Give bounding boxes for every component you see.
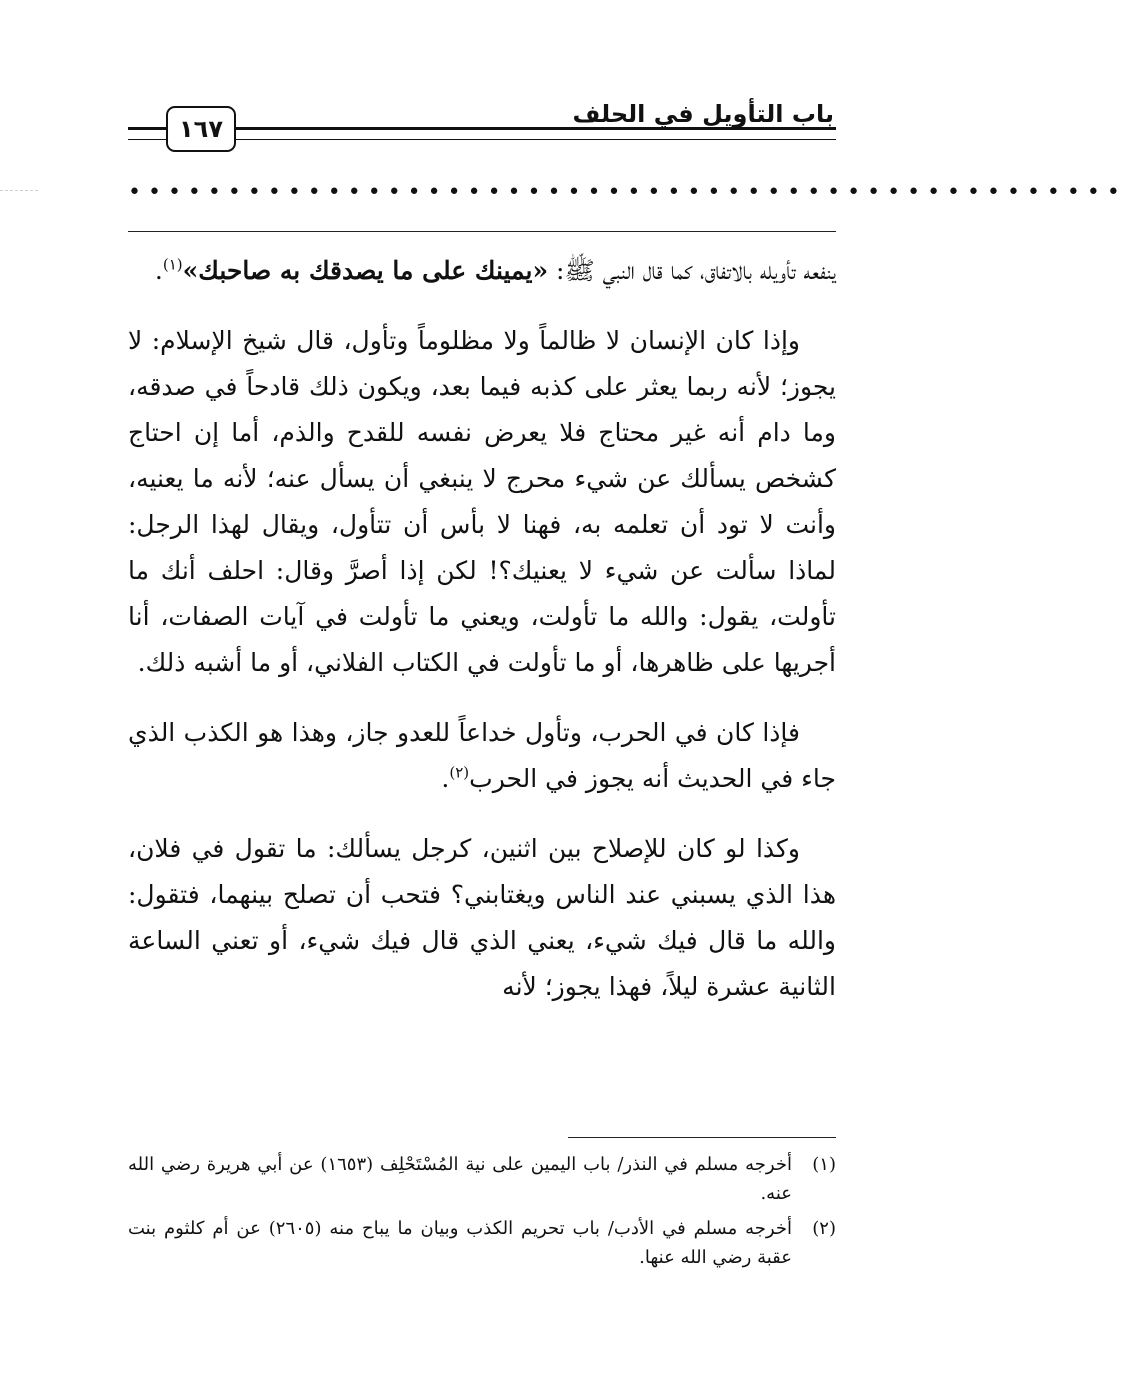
paragraph-3-end: . bbox=[441, 764, 450, 793]
paragraph-1 bbox=[128, 248, 836, 294]
paragraph-1-end: . bbox=[154, 256, 163, 285]
paragraph-1-text: ينفعه تأويله بالاتفاق، كما قال النبي ﷺ: bbox=[548, 256, 836, 285]
hadith-quote: «يمينك على ما يصدقك به صاحبك» bbox=[182, 256, 549, 285]
paragraph-2: وإذا كان الإنسان لا ظالماً ولا مظلوماً وتأول، قال شيخ الإسلام: لا يجوز؛ لأنه ربما يعثر على كذبه فيما بعد، ويكون ذلك قادحاً في صدقه، وما دام أنه غير محتاج فلا يعرض نفسه للقدح والذم، أما إن احتاج كشخص يسألك عن شيء محرج لا ينبغي أن يسأل عنه؛ لأنه ما يعنيه، وأنت لا تود أن تعلمه به، فهنا لا بأس أن تتأول، ويقال لهذا الرجل: لماذا سألت عن شيء لا يعنيك؟! لكن إذا أصرَّ وقال: احلف أنك ما تأولت، يقول: والله ما تأولت، ويعني ما تأولت في آيات الصفات، أنا أجريها على ظاهرها، أو ما تأولت في الكتاب الفلاني، أو ما أشبه ذلك. bbox=[128, 326, 836, 677]
footnotes bbox=[128, 1150, 836, 1278]
separator-dots: •••••••••••••••••••••••••••••••••••••••••••••••••• bbox=[128, 180, 1127, 205]
running-header-title: باب التأويل في الحلف bbox=[572, 100, 834, 128]
footnote-2-text: أخرجه مسلم في الأدب/ باب تحريم الكذب وبيان ما يباح منه (٢٦٠٥) عن أم كلثوم بنت عقبة رضي الله عنها. bbox=[128, 1218, 792, 1268]
footnote-2-number: (٢) bbox=[812, 1218, 836, 1239]
header-rule-left bbox=[128, 127, 170, 140]
body-text bbox=[128, 248, 836, 1034]
footnote-1 bbox=[128, 1150, 836, 1208]
footnote-ref-2[interactable]: (٢) bbox=[449, 763, 470, 782]
footnote-rule bbox=[568, 1137, 836, 1138]
paragraph-3 bbox=[128, 710, 836, 802]
header-rule-right bbox=[228, 127, 836, 140]
separator-line bbox=[128, 231, 836, 232]
scan-edge-mark bbox=[0, 190, 38, 191]
paragraph-4: وكذا لو كان للإصلاح بين اثنين، كرجل يسألك: ما تقول في فلان، هذا الذي يسبني عند الناس ويغتابني؟ فتحب أن تصلح بينهما، فتقول: والله ما قال فيك شيء، يعني الذي قال فيك شيء، أو تعني الساعة الثانية عشرة ليلاً، فهذا يجوز؛ لأنه bbox=[128, 834, 836, 1001]
footnote-1-number: (١) bbox=[812, 1154, 836, 1175]
page-number-badge: ١٦٧ bbox=[166, 106, 236, 152]
footnote-2 bbox=[128, 1214, 836, 1272]
footnote-ref-1[interactable]: (١) bbox=[162, 255, 183, 274]
footnote-1-text: أخرجه مسلم في النذر/ باب اليمين على نية المُسْتَحْلِف (١٦٥٣) عن أبي هريرة رضي الله عنه. bbox=[128, 1154, 792, 1204]
paragraph-3-text: فإذا كان في الحرب، وتأول خداعاً للعدو جاز، وهذا هو الكذب الذي جاء في الحديث أنه يجوز في الحرب bbox=[128, 718, 836, 793]
